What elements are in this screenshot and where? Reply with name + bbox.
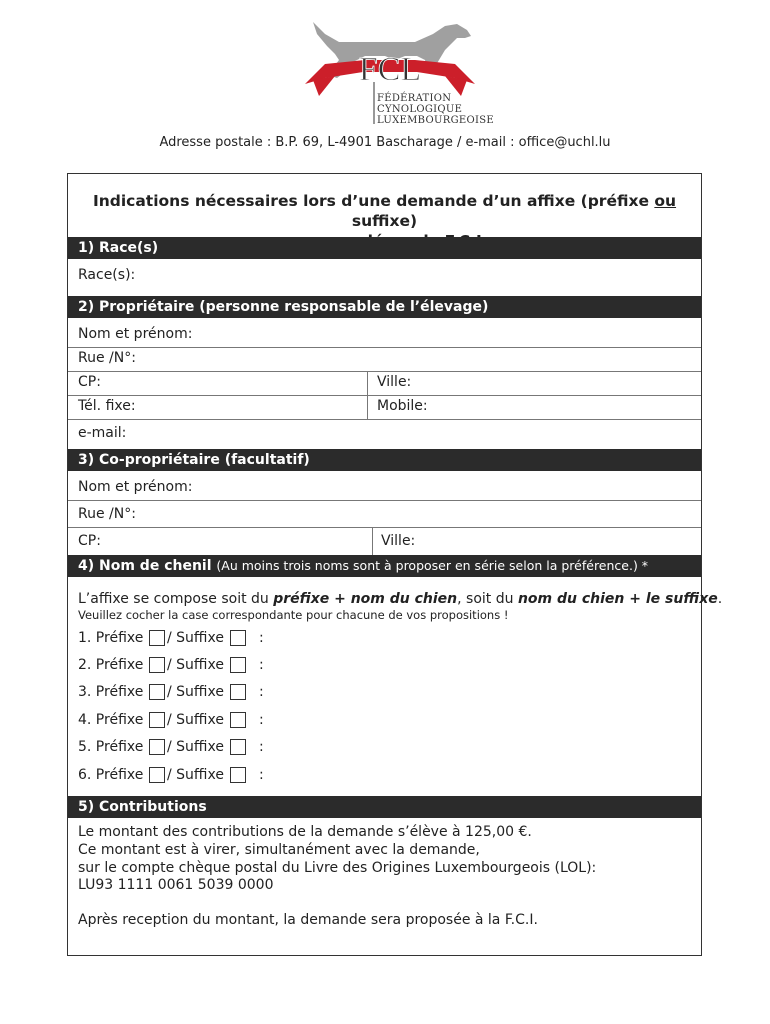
contribution-amount: Le montant des contributions de la demande s’élève à 125,00 €. [78,824,532,840]
prefix-label: 5. Préfixe [78,739,144,755]
prefix-checkbox[interactable] [149,657,165,673]
contribution-account: sur le compte chèque postal du Livre des Origines Luxembourgeois (LOL): [78,860,597,876]
column-divider [367,371,368,419]
section-4-header [68,555,701,577]
coowner-street-field[interactable]: Rue /N°: [78,506,136,522]
coowner-name-field[interactable]: Nom et prénom: [78,479,193,495]
divider [68,371,701,372]
logo-acronym: FCL [358,51,422,88]
contribution-transfer: Ce montant est à virer, simultanément avec la demande, [78,842,480,858]
section-1-header: 1) Race(s) [68,237,701,259]
owner-email-field[interactable]: e-mail: [78,425,127,441]
suffix-checkbox[interactable] [230,739,246,755]
choice-name-field[interactable]: : [259,630,264,646]
section-4-note: (Au moins trois noms sont à proposer en série selon la préférence.) * [216,558,649,573]
affix-explanation: L’affixe se compose soit du préfixe + nom du chien, soit du nom du chien + le suffixe. [78,591,723,607]
section-4-title: 4) Nom de chenil [78,558,212,574]
suffix-checkbox[interactable] [230,684,246,700]
suffix-checkbox[interactable] [230,767,246,783]
suffix-label: / Suffixe [167,739,224,755]
suffix-label: / Suffixe [167,657,224,673]
prefix-label: 1. Préfixe [78,630,144,646]
contribution-note: Après reception du montant, la demande sera proposée à la F.C.I. [78,912,538,928]
choice-name-field[interactable]: : [259,739,264,755]
form-title-line-1: Indications nécessaires lors d’une demande d’un affixe (préfixe ou suffixe) [92,192,677,230]
owner-city-field[interactable]: Ville: [377,374,412,390]
logo-org-line-1: FÉDÉRATION [377,93,452,104]
suffix-label: / Suffixe [167,712,224,728]
coowner-city-field[interactable]: Ville: [381,533,416,549]
choice-name-field[interactable]: : [259,767,264,783]
prefix-checkbox[interactable] [149,630,165,646]
section-3-header: 3) Co-propriétaire (facultatif) [68,449,701,471]
owner-cp-field[interactable]: CP: [78,374,101,390]
prefix-checkbox[interactable] [149,684,165,700]
choice-name-field[interactable]: : [259,657,264,673]
divider [68,419,701,420]
suffix-checkbox[interactable] [230,657,246,673]
coowner-cp-field[interactable]: CP: [78,533,101,549]
prefix-label: 2. Préfixe [78,657,144,673]
divider [68,395,701,396]
owner-street-field[interactable]: Rue /N°: [78,350,136,366]
contribution-iban: LU93 1111 0061 5039 0000 [78,877,274,893]
logo-org-line-2: CYNOLOGIQUE [377,104,463,115]
choice-name-field[interactable]: : [259,712,264,728]
divider [68,500,701,501]
logo-org-line-3: LUXEMBOURGEOISE [377,115,494,126]
column-divider [372,527,373,555]
choice-name-field[interactable]: : [259,684,264,700]
prefix-checkbox[interactable] [149,767,165,783]
prefix-label: 6. Préfixe [78,767,144,783]
section-2-header: 2) Propriétaire (personne responsable de l’élevage) [68,296,701,318]
owner-mobile-field[interactable]: Mobile: [377,398,428,414]
suffix-checkbox[interactable] [230,712,246,728]
owner-name-field[interactable]: Nom et prénom: [78,326,193,342]
race-field[interactable]: Race(s): [78,267,136,283]
section-5-header: 5) Contributions [68,796,701,818]
suffix-label: / Suffixe [167,767,224,783]
suffix-label: / Suffixe [167,684,224,700]
prefix-checkbox[interactable] [149,712,165,728]
checkbox-instruction: Veuillez cocher la case correspondante pour chacune de vos propositions ! [78,608,509,622]
suffix-checkbox[interactable] [230,630,246,646]
prefix-checkbox[interactable] [149,739,165,755]
suffix-label: / Suffixe [167,630,224,646]
owner-phone-field[interactable]: Tél. fixe: [78,398,136,414]
divider [68,347,701,348]
divider [68,527,701,528]
postal-address: Adresse postale : B.P. 69, L-4901 Bascharage / e-mail : office@uchl.lu [159,135,611,150]
prefix-label: 4. Préfixe [78,712,144,728]
prefix-label: 3. Préfixe [78,684,144,700]
